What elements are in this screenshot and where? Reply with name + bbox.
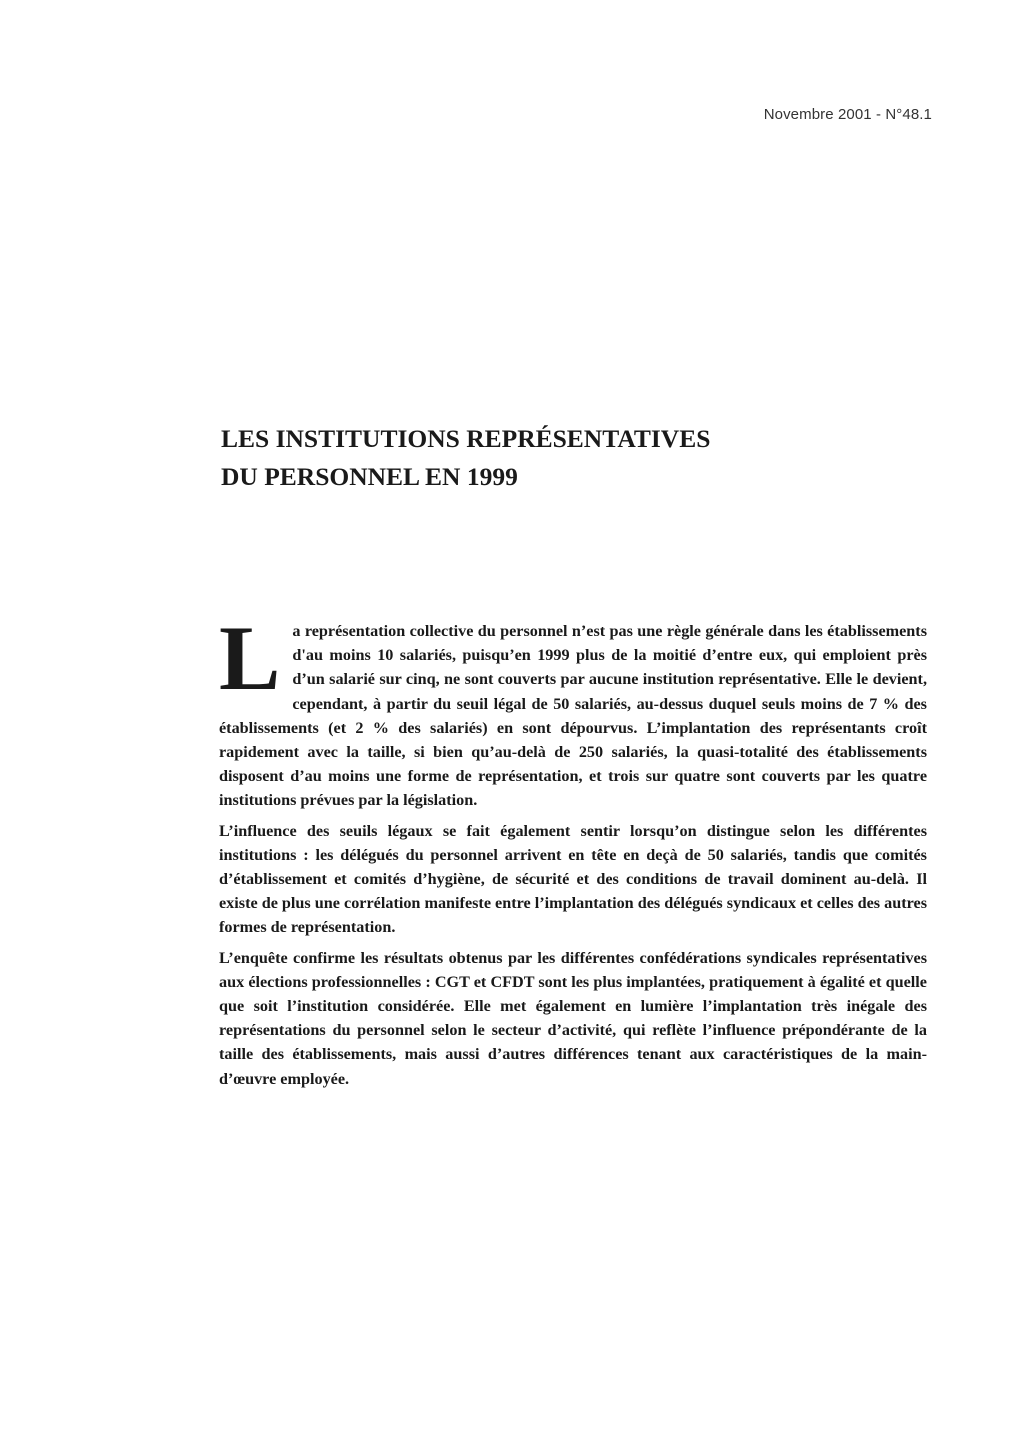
abstract-paragraph-3: L’enquête confirme les résultats obtenus par les différentes confédérations syndicales représentatives aux élections professionnelles : CGT et CFDT sont les plus implantées, pratiquement à égalité et quelle que soit l’institution considérée. Elle met également en lumière l’implantation très inégale des représentations du personnel selon le secteur d’activité, qui reflète l’influence prépondérante de la taille des établissements, mais aussi d’autres différences tenant aux caractéristiques de la main-d’œuvre employée. (219, 948, 927, 1088)
abstract-paragraph-2: L’influence des seuils légaux se fait également sentir lorsqu’on distingue selon les différentes institutions : les délégués du personnel arrivent en tête en deçà de 50 salariés, tandis que comités d’établissement et comités d’hygiène, de sécurité et des conditions de travail dominent au-delà. Il existe de plus une corrélation manifeste entre l’implantation des délégués syndicaux et celles des autres formes de représentation. (219, 821, 927, 937)
paragraph-1-text: a représentation collective du personnel n’est pas une règle générale dans les établissements d'au moins 10 salariés, puisqu’en 1999 plus de la moitié d’entre eux, qui emploient près d’un salarié sur cinq, ne sont couverts par aucune institution représentative. Elle le devient, cependant, à partir du seuil légal de 50 salariés, au-dessus duquel seuls moins de 7 % des établissements (et 2 % des salariés) en sont dépourvus. L’implantation des représentants croît rapidement avec la taille, si bien qu’au-delà de 250 salariés, la quasi-totalité des établissements disposent d’au moins une forme de représentation, et trois sur quatre sont couverts par les quatre institutions prévues par la législation. (219, 622, 927, 810)
document-title (221, 420, 921, 496)
abstract-paragraph-1 (219, 607, 927, 813)
drop-cap: L (219, 607, 281, 709)
title-line-2: DU PERSONNEL EN 1999 (221, 462, 518, 491)
issue-reference: Novembre 2001 - N°48.1 (763, 106, 932, 123)
title-line-1: LES INSTITUTIONS REPRÉSENTATIVES (221, 424, 711, 453)
abstract (219, 607, 927, 1097)
